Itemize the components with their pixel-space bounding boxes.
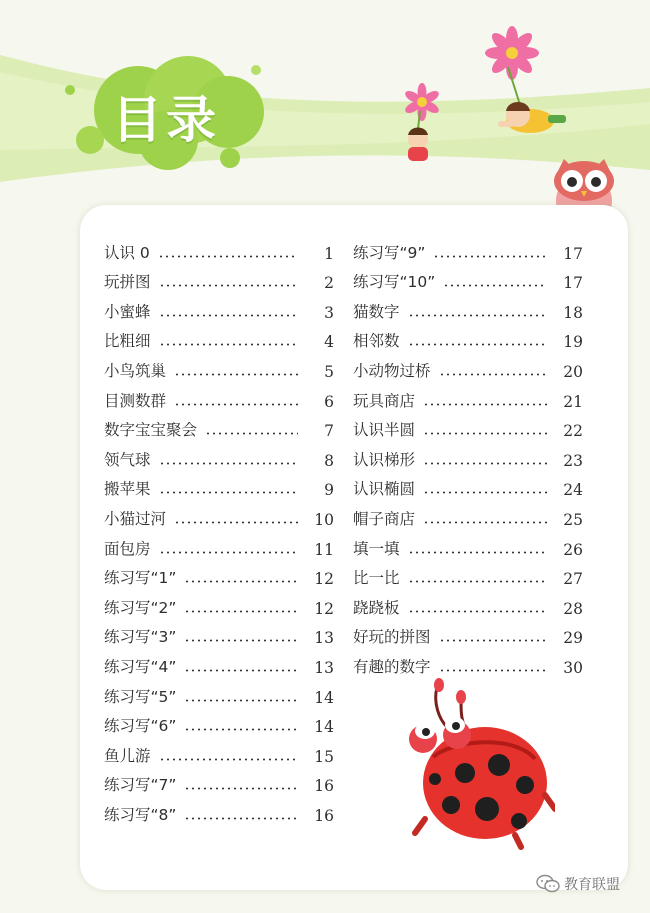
toc-item-page: 4: [324, 333, 334, 352]
toc-left-column: [104, 233, 334, 825]
toc-leader-dots: [423, 521, 547, 524]
toc-item[interactable]: [104, 440, 334, 470]
toc-item-label: 练习写“7”: [104, 776, 177, 795]
toc-item[interactable]: [104, 559, 334, 589]
toc-item[interactable]: [353, 559, 583, 589]
toc-item-page: 29: [563, 629, 583, 648]
toc-leader-dots: [158, 255, 298, 258]
toc-item-label: 比一比: [353, 569, 400, 588]
ladybug-icon: [395, 675, 555, 850]
toc-item-page: 16: [314, 777, 334, 796]
toc-leader-dots: [408, 551, 547, 554]
toc-item[interactable]: [353, 411, 583, 441]
toc-item-page: 3: [324, 303, 334, 322]
toc-item-label: 好玩的拼图: [353, 628, 431, 647]
toc-item-page: 21: [563, 392, 583, 411]
toc-item-page: 2: [324, 274, 334, 293]
toc-item-page: 17: [563, 274, 583, 293]
toc-item-page: 12: [314, 599, 334, 618]
toc-item-page: 5: [324, 362, 334, 381]
toc-leader-dots: [159, 551, 298, 554]
toc-item[interactable]: [104, 618, 334, 648]
toc-item[interactable]: [353, 440, 583, 470]
toc-item[interactable]: [104, 499, 334, 529]
toc-item-page: 14: [314, 718, 334, 737]
toc-item-page: 10: [314, 510, 334, 529]
toc-item[interactable]: [353, 233, 583, 263]
toc-item-label: 认识椭圆: [353, 480, 416, 499]
toc-item-page: 23: [563, 451, 583, 470]
toc-item[interactable]: [104, 381, 334, 411]
toc-item-label: 练习写“3”: [104, 628, 177, 647]
toc-leader-dots: [184, 787, 298, 790]
toc-item-page: 22: [563, 422, 583, 441]
toc-leader-dots: [174, 403, 298, 406]
toc-item-label: 练习写“5”: [104, 687, 177, 706]
toc-item-page: 11: [314, 540, 334, 559]
toc-leader-dots: [184, 817, 298, 820]
toc-item-label: 练习写“8”: [104, 805, 177, 824]
toc-leader-dots: [184, 669, 298, 672]
toc-item-label: 玩拼图: [104, 273, 151, 292]
toc-leader-dots: [439, 669, 547, 672]
toc-item[interactable]: [104, 677, 334, 707]
page-title: 目录: [112, 91, 220, 149]
toc-item[interactable]: [104, 470, 334, 500]
toc-item-page: 1: [324, 244, 334, 263]
toc-item-page: 15: [314, 747, 334, 766]
toc-item-label: 比粗细: [104, 332, 151, 351]
toc-item-page: 24: [563, 481, 583, 500]
watermark: [536, 874, 620, 894]
toc-leader-dots: [159, 491, 298, 494]
toc-item[interactable]: [104, 647, 334, 677]
toc-item-label: 猫数字: [353, 302, 400, 321]
toc-leader-dots: [433, 255, 547, 258]
toc-item[interactable]: [353, 618, 583, 648]
toc-item-label: 认识 0: [104, 243, 150, 262]
toc-leader-dots: [408, 610, 547, 613]
toc-item[interactable]: [353, 381, 583, 411]
toc-item-page: 17: [563, 244, 583, 263]
toc-item-page: 13: [314, 658, 334, 677]
toc-item[interactable]: [104, 736, 334, 766]
toc-item-label: 搬苹果: [104, 480, 151, 499]
toc-item-label: 认识半圆: [353, 421, 416, 440]
toc-item-label: 小鸟筑巢: [104, 361, 167, 380]
toc-item-page: 28: [563, 599, 583, 618]
toc-leader-dots: [159, 314, 298, 317]
toc-item-page: 30: [563, 658, 583, 677]
toc-leader-dots: [174, 373, 298, 376]
toc-item[interactable]: [353, 499, 583, 529]
toc-item-page: 26: [563, 540, 583, 559]
toc-item-label: 练习写“10”: [353, 273, 436, 292]
toc-item-page: 19: [563, 333, 583, 352]
toc-leader-dots: [408, 580, 547, 583]
toc-item-page: 12: [314, 570, 334, 589]
toc-leader-dots: [184, 580, 298, 583]
toc-item-page: 9: [324, 481, 334, 500]
toc-item-page: 6: [324, 392, 334, 411]
toc-leader-dots: [159, 343, 298, 346]
toc-leader-dots: [184, 728, 298, 731]
toc-item[interactable]: [104, 588, 334, 618]
toc-item[interactable]: [104, 766, 334, 796]
toc-item[interactable]: [104, 263, 334, 293]
toc-item-page: 14: [314, 688, 334, 707]
toc-leader-dots: [159, 462, 298, 465]
toc-item-label: 面包房: [104, 539, 151, 558]
toc-item[interactable]: [104, 292, 334, 322]
girl-flying-icon: [390, 25, 590, 165]
toc-leader-dots: [159, 284, 298, 287]
toc-item-page: 25: [563, 510, 583, 529]
wechat-icon: [536, 874, 560, 894]
watermark-text: 教育联盟: [564, 877, 620, 893]
toc-item-label: 数字宝宝聚会: [104, 421, 198, 440]
toc-item-label: 练习写“1”: [104, 569, 177, 588]
toc-item-label: 跷跷板: [353, 598, 400, 617]
toc-item[interactable]: [353, 529, 583, 559]
toc-item-label: 帽子商店: [353, 509, 416, 528]
toc-leader-dots: [443, 284, 547, 287]
toc-item-label: 填一填: [353, 539, 400, 558]
toc-item[interactable]: [353, 647, 583, 677]
toc-item-page: 27: [563, 570, 583, 589]
toc-item-label: 领气球: [104, 450, 151, 469]
toc-item[interactable]: [353, 470, 583, 500]
toc-item-label: 相邻数: [353, 332, 400, 351]
toc-item[interactable]: [353, 322, 583, 352]
toc-leader-dots: [408, 343, 547, 346]
toc-item-page: 18: [563, 303, 583, 322]
toc-leader-dots: [174, 521, 298, 524]
toc-leader-dots: [205, 432, 298, 435]
toc-item[interactable]: [353, 292, 583, 322]
toc-leader-dots: [439, 373, 547, 376]
toc-leader-dots: [408, 314, 547, 317]
toc-leader-dots: [184, 610, 298, 613]
toc-item[interactable]: [353, 263, 583, 293]
toc-item-page: 20: [563, 362, 583, 381]
toc-leader-dots: [439, 639, 547, 642]
toc-item-label: 有趣的数字: [353, 657, 431, 676]
toc-item-page: 7: [324, 422, 334, 441]
toc-item[interactable]: [104, 707, 334, 737]
toc-item[interactable]: [104, 233, 334, 263]
toc-item-label: 练习写“4”: [104, 657, 177, 676]
toc-item[interactable]: [104, 322, 334, 352]
toc-item-label: 练习写“6”: [104, 717, 177, 736]
toc-item-label: 小猫过河: [104, 509, 167, 528]
toc-item-page: 16: [314, 806, 334, 825]
toc-leader-dots: [184, 699, 298, 702]
toc-right-column: [353, 233, 583, 677]
toc-item-label: 鱼儿游: [104, 746, 151, 765]
toc-item[interactable]: [104, 411, 334, 441]
toc-item[interactable]: [353, 351, 583, 381]
toc-item-label: 小蜜蜂: [104, 302, 151, 321]
toc-item-label: 目测数群: [104, 391, 167, 410]
toc-item[interactable]: [104, 795, 334, 825]
toc-item-label: 小动物过桥: [353, 361, 431, 380]
toc-item-page: 8: [324, 451, 334, 470]
toc-item[interactable]: [104, 351, 334, 381]
toc-leader-dots: [184, 639, 298, 642]
toc-item-page: 13: [314, 629, 334, 648]
toc-item-label: 练习写“2”: [104, 598, 177, 617]
toc-leader-dots: [423, 403, 547, 406]
toc-item-label: 练习写“9”: [353, 243, 426, 262]
toc-item[interactable]: [104, 529, 334, 559]
toc-leader-dots: [159, 758, 298, 761]
toc-item[interactable]: [353, 588, 583, 618]
toc-leader-dots: [423, 491, 547, 494]
toc-leader-dots: [423, 462, 547, 465]
toc-leader-dots: [423, 432, 547, 435]
toc-item-label: 玩具商店: [353, 391, 416, 410]
toc-item-label: 认识梯形: [353, 450, 416, 469]
